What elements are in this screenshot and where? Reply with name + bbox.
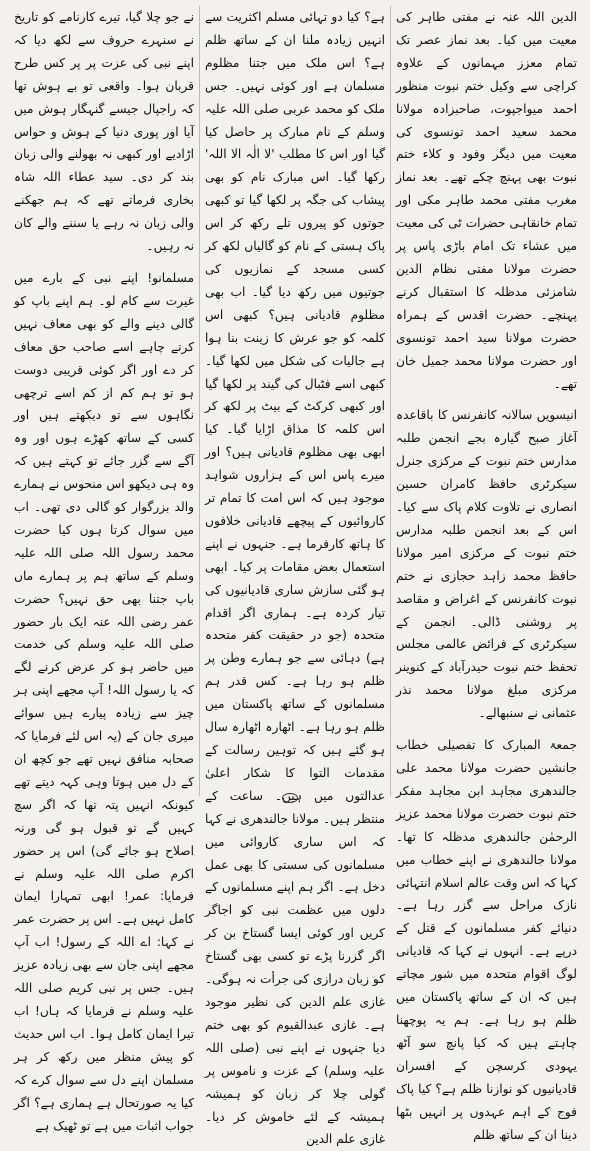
paragraph: ہے؟ کیا دو تہائی مسلم اکثریت سے انہیں زیادہ ملنا ان کے ساتھ ظلم ہے؟ اس ملک میں جتنا مظلوم مسلمان ہے اور کوئی نہیں۔ جس ملک کو محمد عربی صلی اللہ علیہ وسلم کے نام مبارک پر حاصل کیا گیا اور اس کا مطلب 'لا الٰہ الا اللہ' رکھا گیا۔ اس مبارک نام کو بھی پیشاب کی جگہ پر لکھا گیا تو کبھی جوتوں کو پیروں تلے رکھ کر اس پاک ہستی کے نام کو گالیاں لکھ کر کسی مسجد کے نمازیوں کی جوتیوں میں رکھ دیا گیا۔ اب بھی مظلوم قادیانی ہیں؟ کبھی اس کلمہ کو جو عرش کا زینت بنا ہوا ہے جالیات کی شکل میں لکھا گیا۔ کبھی اسے فٹبال کی گیند پر لکھا گیا اور کبھی کرکٹ کے بیٹ پر لکھ کر اس کلمہ کا مذاق اڑایا گیا۔ کیا ابھی بھی مظلوم قادیانی ہیں؟ اور میرے پاس اس کے ہزاروں شواہد موجود ہیں کہ اس امت کا تمام تر کاروائیوں کے پیچھے قادیانی خلافوں کا ہاتھ کارفرما ہے۔ جنہوں نے اپنے استعمال بعض مقامات پر کیا۔ ابھی ہو گئی سازش ساری قادیانیوں کی تیار کردہ ہے۔ ہماری اگر اقدام متحدہ (جو در حقیقت کفر متحدہ ہے) دہائی سے جو ہمارے وطن پر ظلم ہو رہا ہے۔ کس قدر ہم مسلمانوں کے ساتھ پاکستان میں ظلم ہو رہا ہے۔ اٹھارہ اٹھارہ سال ہو گئے ہیں کہ توہین رسالت کے مقدمات التوا کا شکار اعلیٰ عدالتوں میں ہیں۔ ساعت کے منتظر ہیں۔ مولانا جالندھری نے کہا کہ اس ساری کاروائی میں مسلمانوں کی سستی کا بھی عمل دخل ہے۔ اگر ہم اپنے مسلمانوں کے دلوں میں عظمت نبی کو اجاگر کریں اور کوئی ایسا گستاخ بن کر اگر گزرنا پڑے تو کسی بھی گستاخ کو زبان درازی کی جرأت نہ ہوگی۔ غازی علم الدین کی نظیر موجود ہے۔ غازی عبدالقیوم کو بھی ختم دیا جنہوں نے اپنے نبی (صلی اللہ علیہ وسلم) کے عزت و ناموس پر گولی چلا کر زبان کو ہمیشہ ہمیشہ کے لئے خاموش کر دیا۔ غازی علم الدین	[205, 10, 385, 1147]
article-column-right	[391, 6, 582, 1142]
paragraph: الدین اللہ عنہ نے مفتی طاہر کی معیت میں کیا۔ بعد نماز عصر تک تمام معزز مہمانوں کے علاوہ کراچی سے وکیل ختم نبوت منظور احمد میواجپوت، صاحبزادہ مولانا محمد سعید احمد تونسوی کی معیت میں دیگر وفود و کلاء ختم نبوت بھی پہنچ چکے تھے۔ بعد نماز مغرب مفتی محمد طاہر مکی اور تمام خانقاہی حضرات ٹی کی معیت میں عشاء تک امام باڑی پاس پر حضرت مولانا مفتی نظام الدین شامزئی مدظلہ کا استقبال کرنے پہنچے۔ حضرت اقدس کے ہمراہ حضرت مولانا سید احمد تونسوی اور حضرت مولانا محمد جمیل خان تھے۔	[396, 10, 577, 391]
article-column-left	[9, 6, 200, 1133]
paragraph: نے جو چلا گیا، تیرے کارنامے کو تاریخ نے سنہرے حروف سے لکھ دیا کہ اپنے نبی کی عزت پر پر کس طرح قربان ہوا۔ واقعی تو بے ہوش تھا کہ راجپال جیسے گنہگار ہوش میں آیا اور پوری دنیا کے ہوش و حواس اڑادیے اور کبھی نہ بھولنے والی زبان بند کر دی۔ سید عطاء اللہ شاہ بخاری فرماتے تھے کہ ہم جھکنے والی زبان نہ رہے یا سننے والے کان نہ رہیں۔	[14, 10, 194, 254]
page-number-circle	[282, 793, 298, 803]
paragraph: مسلمانو! اپنے نبی کے بارے میں غیرت سے کام لو۔ ہم اپنے باپ کو گالی دینے والے کو بھی معاف نہیں کرتے چاہے اسے صاحب حق معاف کر دے اور اگر کوئی قریبی دوست ہو تو ہم کم از کم اسے ترچھی نگاہوں سے تو دیکھتے ہیں اور کسی کے ساتھ کھڑے ہوں اور وہ آگے سے گزر جائے تو کہتے ہیں کہ وہ ہی دیکھو اس منحوس نے ہمارے والد بزرگوار کو گالی دی تھی۔ اب میں سوال کرتا ہوں کیا حضرت محمد رسول اللہ صلی اللہ علیہ وسلم کے ساتھ ہم پر ہمارے ماں باپ جتنا بھی حق نہیں؟ حضرت عمر رضی اللہ عنہ ایک بار حضور صلی اللہ علیہ وسلم کی خدمت میں حاضر ہو کر عرض کرنے لگے کہ یا رسول اللہ! آپ مجھے اپنی ہر چیز سے زیادہ پیارے ہیں سوائے میری جان کے (یہ اس لئے فرمایا کہ صحابہ منافق نہیں تھے جو کچھ ان کے دل میں ہوتا وہی کہہ دیتے تھے کیونکہ انہیں پتہ تھا کہ اگر سچ کہیں گے تو قبول ہو گی ورنہ اصلاح ہو جائے گی) اس پر حضور اکرم صلی اللہ علیہ وسلم نے فرمایا: عمر! ابھی تمہارا ایمان کامل نہیں ہے۔ اس پر حضرت عمر نے کہا: اے اللہ کے رسول! اب آپ مجھے اپنی جان سے بھی زیادہ عزیز ہیں۔ جس پر نبی کریم صلی اللہ علیہ وسلم نے فرمایا کہ ہاں! اب تیرا ایمان کامل ہوا۔ اب اس حدیث کو پیش منظر میں رکھ کر ہر مسلمان اپنے دل سے سوال کرے کہ کیا یہ صورتحال ہے ہماری ہے؟ اگر جواب اثبات میں ہے تو ٹھیک ہے	[13, 270, 194, 1133]
paragraph: انیسویں سالانہ کانفرنس کا باقاعدہ آغاز صبح گیارہ بجے انجمن طلبہ مدارس ختم نبوت کے مرکزی جنرل سیکرٹری حافظ کامران حسین انصاری نے تلاوت کلام پاک سے کیا۔ اس کے بعد انجمن طلبہ مدارس ختم نبوت کے مرکزی امیر مولانا حافظ محمد زاہد حجازی نے ختم نبوت کانفرنس کے اغراض و مقاصد پر روشنی ڈالی۔ انجمن کے سیکرٹری کے فرائض عالمی مجلس تحفظ ختم نبوت حیدرآباد کے کنوینر مرکزی مبلغ مولانا محمد نذر عثمانی نے سنبھالے۔	[396, 408, 577, 721]
newspaper-page	[8, 6, 582, 1147]
article-column-middle	[200, 6, 391, 1147]
paragraph: جمعۃ المبارک کا تفصیلی خطاب جانشین حضرت مولانا محمد علی جالندھری مجاہد ابن مجاہد مفکر ختم نبوت حضرت مولانا محمد عزیز الرحمٰن جالندھری مدظلہ کا تھا۔ مولانا جالندھری نے اپنے خطاب میں کہا کہ اس وقت عالم اسلام انتہائی نازک مراحل سے گزر رہا ہے۔ دنیائے کفر مسلمانوں کے قتل کے درپے ہے۔ انہوں نے کہا کہ قادیانی لوگ اقوام متحدہ میں شور مچاتے ہیں کہ ان کے ساتھ پاکستان میں ظلم ہو رہا ہے۔ ہم یہ پوچھنا چاہتے ہیں کہ کیا پانچ سو آٹھ یہودی کرسچن کے افسران قادیانیوں کو نوازنا ظلم ہے؟ کیا پاک فوج کے اہم عہدوں پر انہیں بٹھا دینا ان کے ساتھ ظلم	[396, 738, 577, 1142]
